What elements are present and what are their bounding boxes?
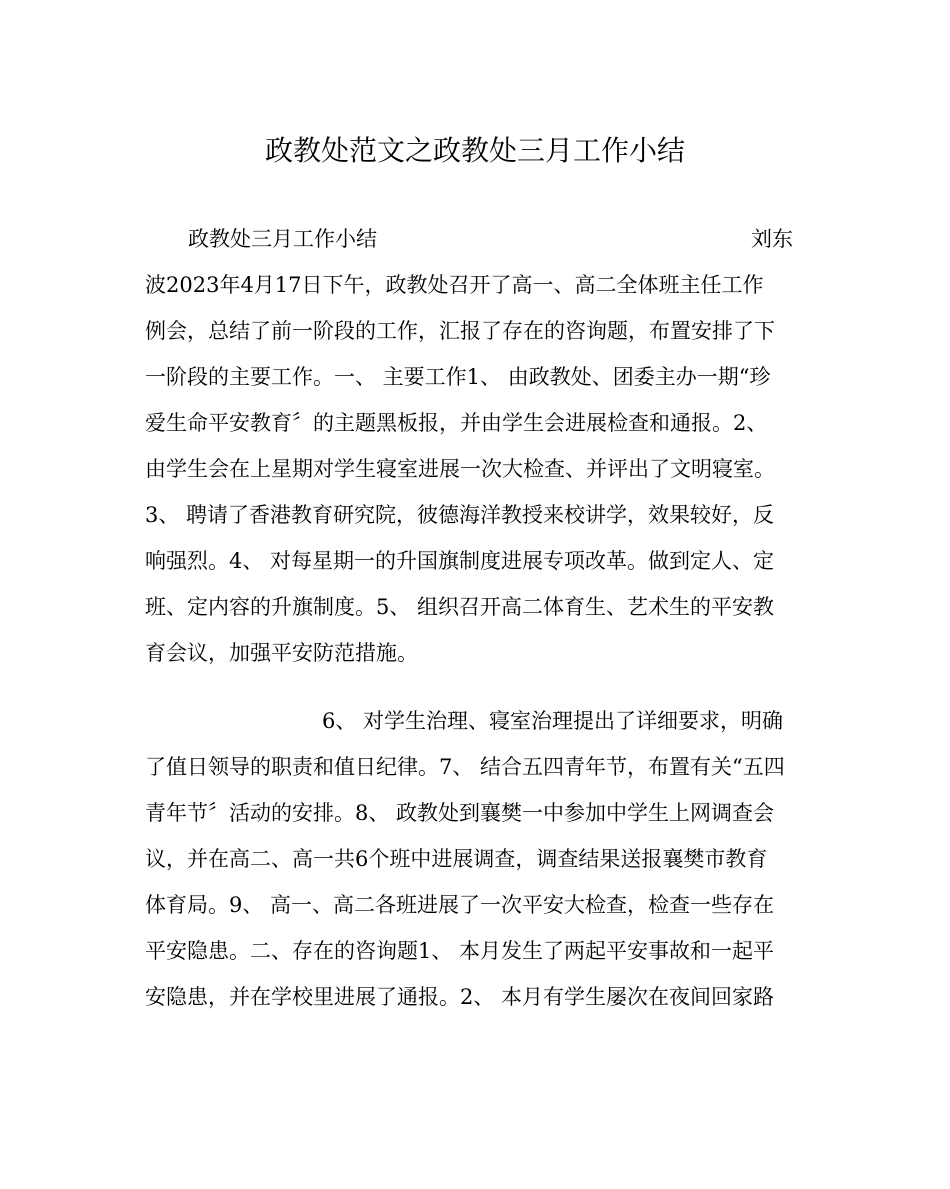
body-line-13: 议，并在高二、高一共6个班中进展调查，调查结果送报襄樊市教育 xyxy=(145,847,768,871)
body-line-15: 平安隐患。二、存在的咨询题1、 本月发生了两起平安事故和一起平 xyxy=(145,939,775,963)
body-line-5: 由学生会在上星期对学生寝室进展一次大检查、并评出了文明寝室。 xyxy=(145,457,775,481)
body-line-11: 了值日领导的职责和值日纪律。7、 结合五四青年节，布置有关“五四 xyxy=(145,755,785,779)
body-line-6: 3、 聘请了香港教育研究院，彼德海洋教授来校讲学，效果较好，反 xyxy=(145,503,775,527)
body-line-7: 响强烈。4、 对每星期一的升国旗制度进展专项改革。做到定人、定 xyxy=(145,549,775,573)
body-line-9: 育会议，加强平安防范措施。 xyxy=(145,641,418,665)
body-line-4: 爱生命平安教育〞的主题黑板报，并由学生会进展检查和通报。2、 xyxy=(145,411,768,435)
body-line-12: 青年节〞活动的安排。8、 政教处到襄樊一中参加中学生上网调查会 xyxy=(145,801,775,825)
body-line-16: 安隐患，并在学校里进展了通报。2、 本月有学生屡次在夜间回家路 xyxy=(145,985,775,1009)
subtitle-text: 政教处三月工作小结 xyxy=(188,227,377,251)
body-line-1: 波2023年4月17日下午，政教处召开了高一、高二全体班主任工作 xyxy=(145,273,764,297)
body-line-3: 一阶段的主要工作。一、 主要工作1、 由政教处、团委主办一期“珍 xyxy=(145,365,771,389)
body-line-8: 班、定内容的升旗制度。5、 组织召开高二体育生、艺术生的平安教 xyxy=(145,595,775,619)
document-title: 政教处范文之政教处三月工作小结 xyxy=(264,134,685,167)
body-line-2: 例会，总结了前一阶段的工作，汇报了存在的咨询题，布置安排了下 xyxy=(145,319,775,343)
body-line-10: 6、 对学生治理、寝室治理提出了详细要求，明确 xyxy=(322,709,784,733)
subtitle-line xyxy=(188,224,793,254)
body-line-14: 体育局。9、 高一、高二各班进展了一次平安大检查，检查一些存在 xyxy=(145,893,775,917)
author-name: 刘东 xyxy=(751,227,793,251)
